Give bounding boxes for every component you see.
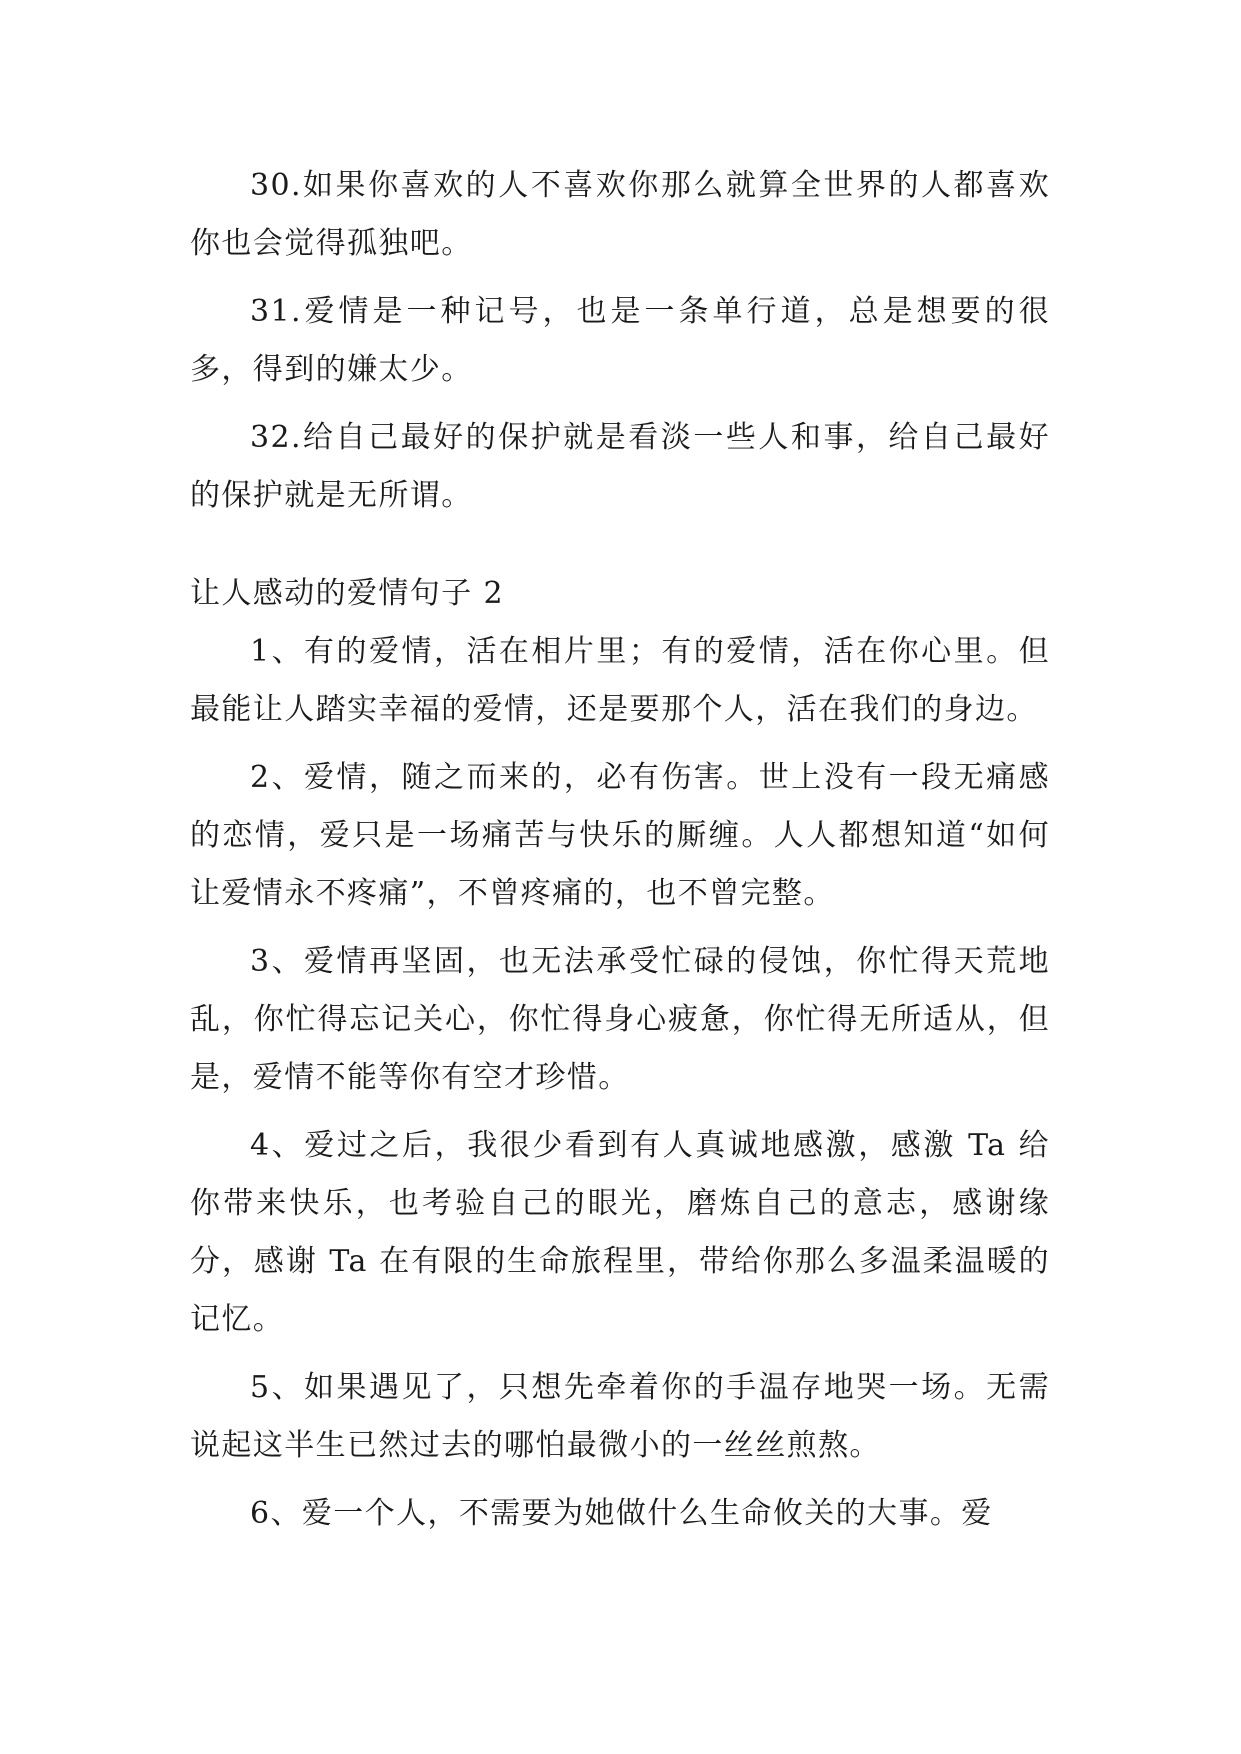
quote-item-1: 1、有的爱情，活在相片里；有的爱情，活在你心里。但最能让人踏实幸福的爱情，还是要那个人，活在我们的身边。 (190, 634, 1050, 727)
quote-item-2: 2、爱情，随之而来的，必有伤害。世上没有一段无痛感的恋情，爱只是一场痛苦与快乐的厮缠。人人都想知道“如何让爱情永不疼痛”，不曾疼痛的，也不曾完整。 (190, 760, 1050, 911)
quote-list-section-1 (190, 157, 1050, 525)
quote-item-5: 5、如果遇见了，只想先牵着你的手温存地哭一场。无需说起这半生已然过去的哪怕最微小的一丝丝煎熬。 (190, 1370, 1050, 1463)
quote-item-4: 4、爱过之后，我很少看到有人真诚地感激，感激 Ta 给你带来快乐，也考验自己的眼光，磨炼自己的意志，感谢缘分，感谢 Ta 在有限的生命旅程里，带给你那么多温柔温暖的记忆。 (190, 1128, 1050, 1337)
quote-item-6: 6、爱一个人，不需要为她做什么生命攸关的大事。爱 (250, 1496, 993, 1531)
quote-item-31: 31.爱情是一种记号，也是一条单行道，总是想要的很多，得到的嫌太少。 (190, 294, 1050, 387)
section-heading: 让人感动的爱情句子 2 (190, 576, 505, 611)
quote-item-30: 30.如果你喜欢的人不喜欢你那么就算全世界的人都喜欢你也会觉得孤独吧。 (190, 168, 1050, 261)
quote-item-3: 3、爱情再坚固，也无法承受忙碌的侵蚀，你忙得天荒地乱，你忙得忘记关心，你忙得身心疲惫，你忙得无所适从，但是，爱情不能等你有空才珍惜。 (190, 944, 1050, 1095)
quote-item-32: 32.给自己最好的保护就是看淡一些人和事，给自己最好的保护就是无所谓。 (190, 420, 1050, 513)
quote-list-section-2 (190, 565, 1050, 1543)
document-body (190, 157, 1050, 1553)
